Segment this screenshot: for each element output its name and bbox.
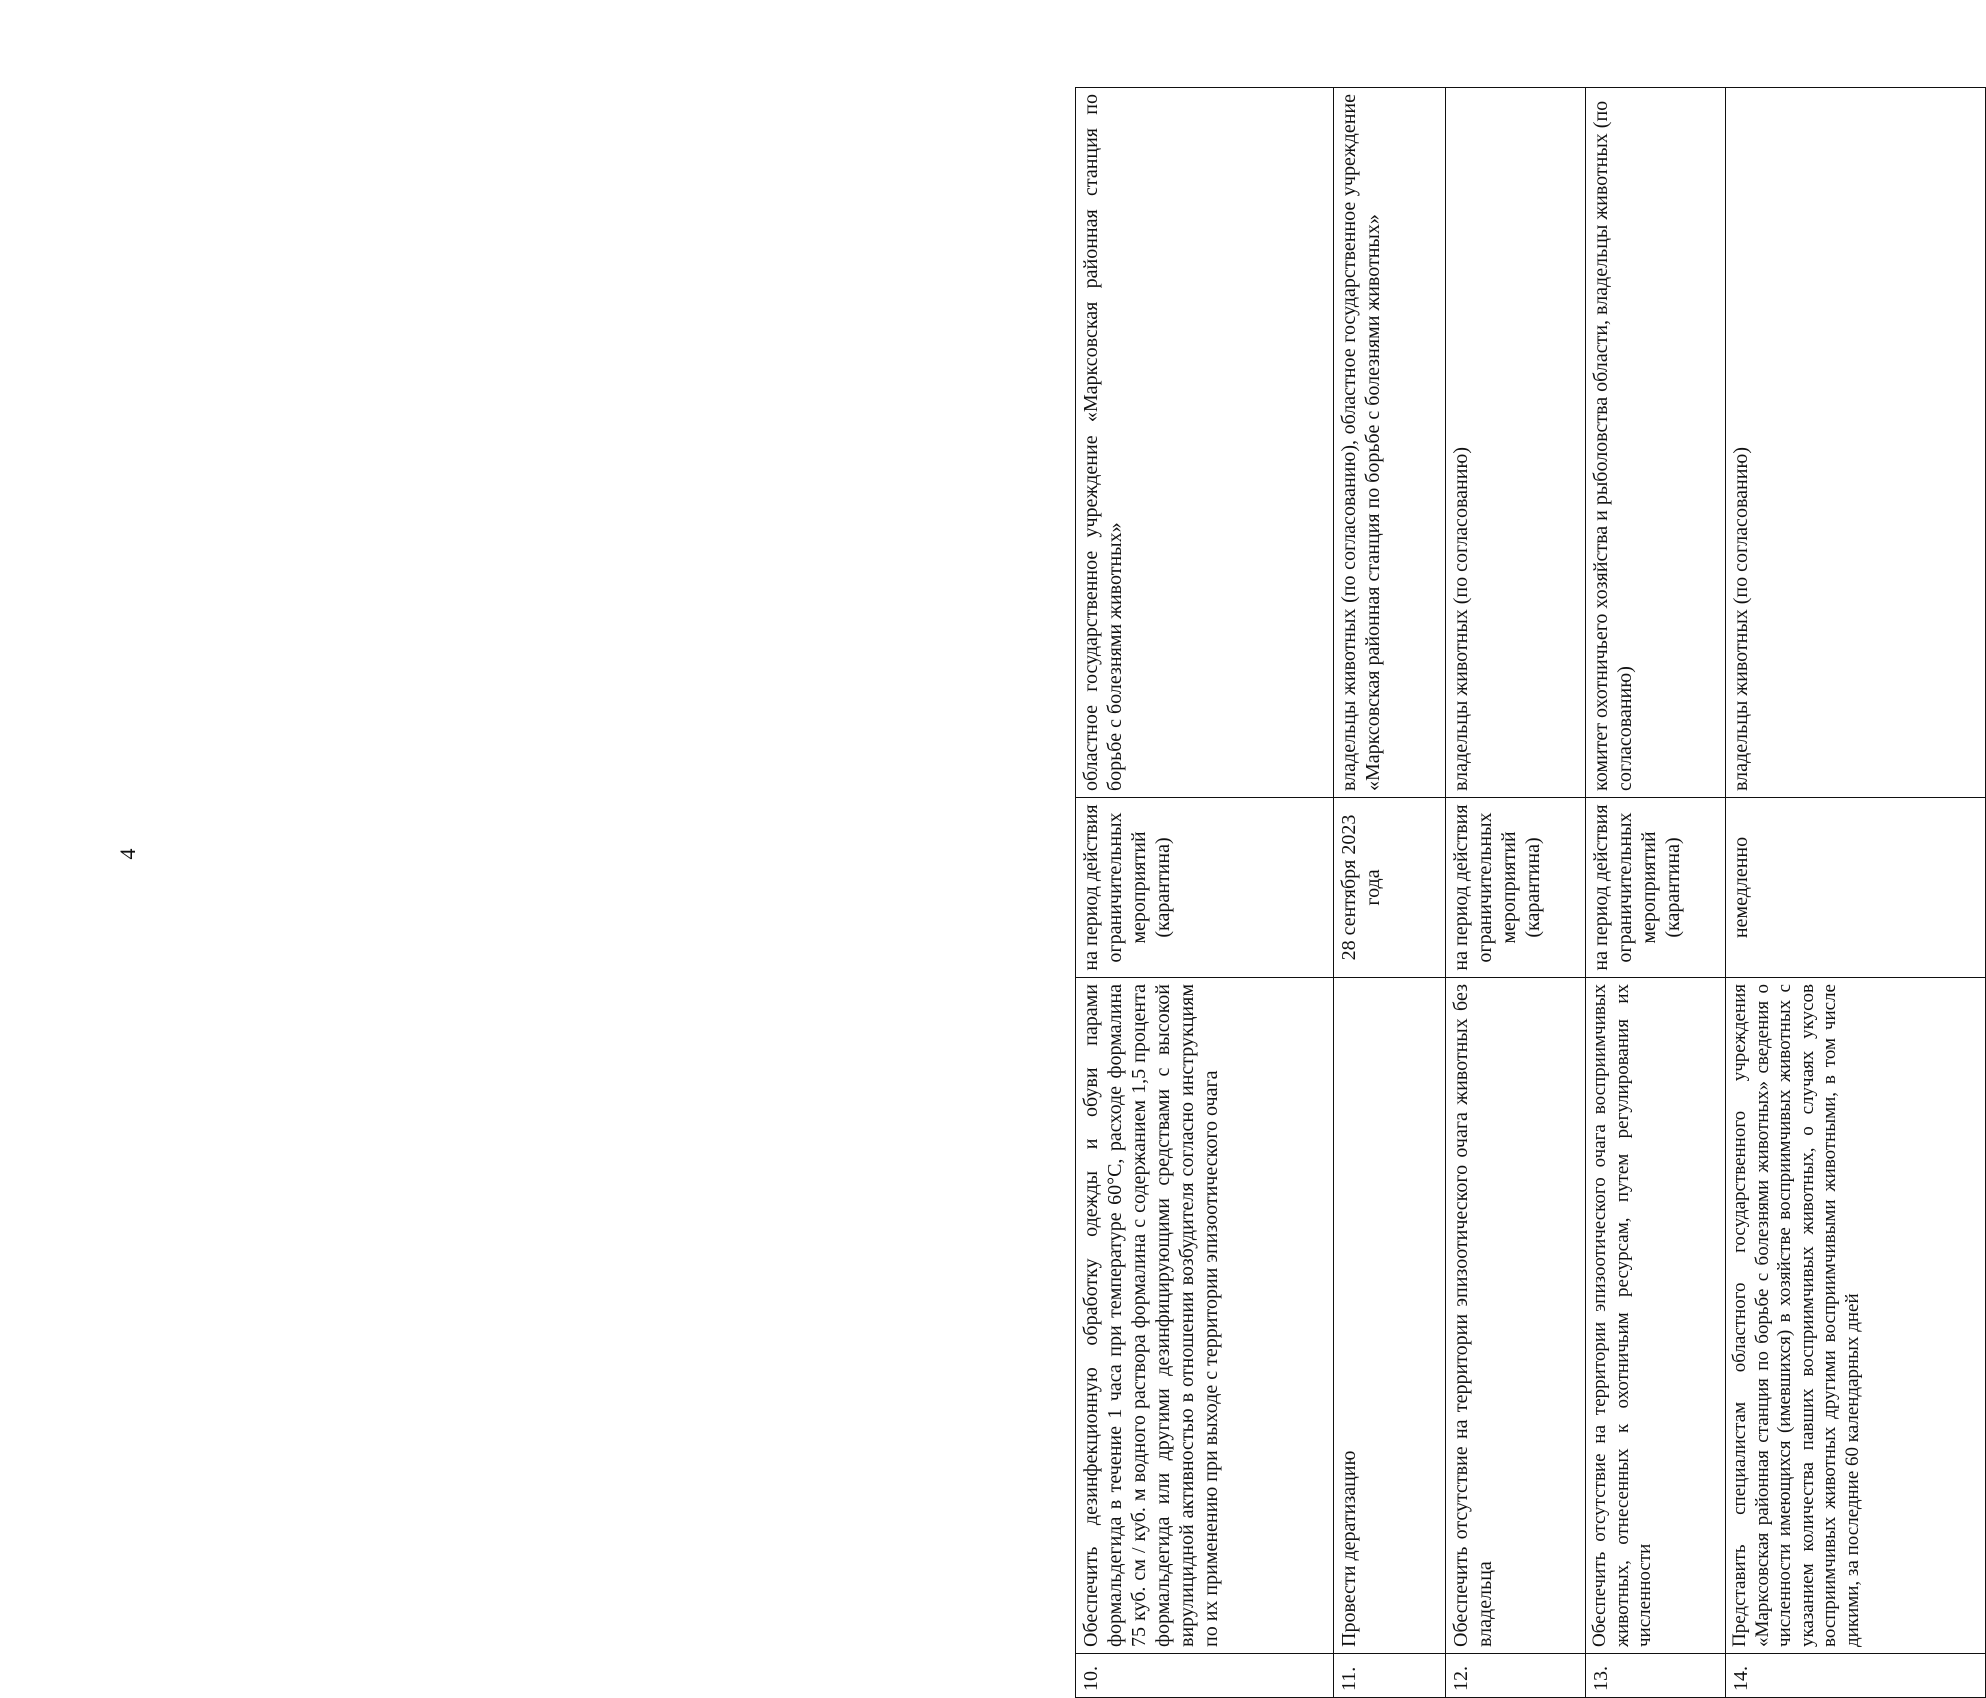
row-task: Провести дератизацию xyxy=(1334,978,1446,1654)
row-term: немедленно xyxy=(1726,798,1986,978)
table-row xyxy=(1726,88,1986,1698)
table-row xyxy=(1586,88,1726,1698)
row-executor: владельцы животных (по согласованию) xyxy=(1446,88,1586,798)
row-number: 10. xyxy=(1076,1654,1334,1698)
row-task: Представить специалистам областного государственного учреждения «Марксовская районная станция по борьбе с болезнями животных» сведения о численности имеющихся (имевшихся) в хозяйстве восприимчивых животных с указанием количества павших восприимчивых животных, о случаях укусов восприимчивых животных другими восприимчивыми животными, в том числе дикими, за последние 60 календарных дней xyxy=(1726,978,1986,1654)
row-number: 14. xyxy=(1726,1654,1986,1698)
table-row xyxy=(1334,88,1446,1698)
measures-table xyxy=(1075,87,1986,1698)
row-executor: комитет охотничьего хозяйства и рыболовства области, владельцы животных (по согласованию) xyxy=(1586,88,1726,798)
row-task: Обеспечить отсутствие на территории эпизоотического очага восприимчивых животных, отнесенных к охотничьим ресурсам, путем регулирования их численности xyxy=(1586,978,1726,1654)
row-term: на период действия ограничительных мероприятий (карантина) xyxy=(1446,798,1586,978)
table-row xyxy=(1076,88,1334,1698)
row-number: 13. xyxy=(1586,1654,1726,1698)
page-number: 4 xyxy=(115,848,140,860)
measures-table-container xyxy=(1075,88,1985,1698)
table-row xyxy=(1446,88,1586,1698)
row-term: на период действия ограничительных мероприятий (карантина) xyxy=(1076,798,1334,978)
row-executor: владельцы животных (по согласованию) xyxy=(1726,88,1986,798)
row-executor: областное государственное учреждение «Марксовская районная станция по борьбе с болезнями животных» xyxy=(1076,88,1334,798)
row-term: 28 сентября 2023 года xyxy=(1334,798,1446,978)
row-task: Обеспечить отсутствие на территории эпизоотического очага животных без владельца xyxy=(1446,978,1586,1654)
row-task: Обеспечить дезинфекционную обработку одежды и обуви парами формальдегида в течение 1 часа при температуре 60°С, расходе формалина 75 куб. см / куб. м водного раствора формалина с содержанием 1,5 процента формальдегида или другими дезинфицирующими средствами с высокой вирулицидной активностью в отношении возбудителя согласно инструкциям по их применению при выходе с территории эпизоотического очага xyxy=(1076,978,1334,1654)
row-executor: владельцы животных (по согласованию), областное государственное учреждение «Марксовская районная станция по борьбе с болезнями животных» xyxy=(1334,88,1446,798)
row-number: 12. xyxy=(1446,1654,1586,1698)
row-number: 11. xyxy=(1334,1654,1446,1698)
row-term: на период действия ограничительных мероприятий (карантина) xyxy=(1586,798,1726,978)
